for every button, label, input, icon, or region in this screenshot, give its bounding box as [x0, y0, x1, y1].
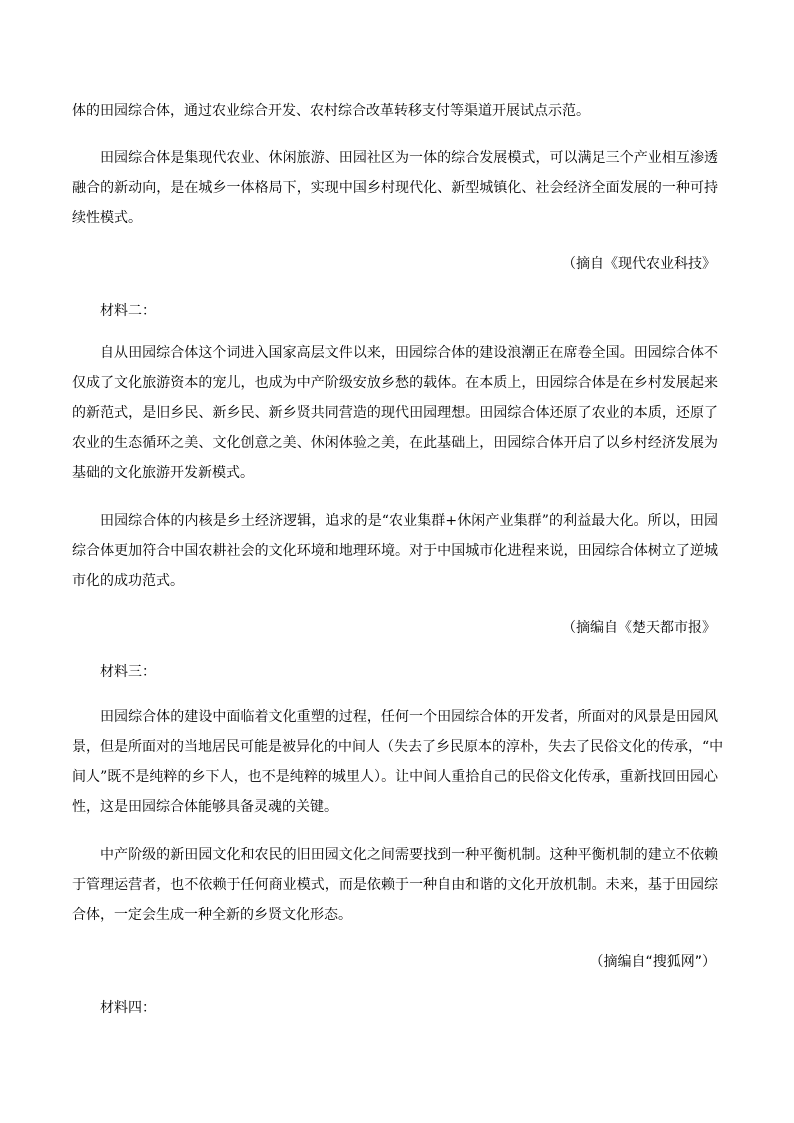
- paragraph-line: 合体，一定会生成一种全新的乡贤文化形态。: [72, 907, 352, 923]
- source-citation-3: （摘编自“搜狐网”）: [589, 954, 716, 970]
- paragraph-1: [72, 149, 718, 227]
- paragraph-2: [72, 344, 718, 482]
- paragraph-line: 于管理运营者，也不依赖于任何商业模式，而是依赖于一种自由和谐的文化开放机制。未来，基于田园综: [72, 877, 718, 893]
- paragraph-4: [72, 708, 724, 816]
- paragraph-line: 农业的生态循环之美、文化创意之美、休闲体验之美，在此基础上，田园综合体开启了以乡村经济发展为: [72, 435, 718, 451]
- paragraph-5: [72, 846, 718, 924]
- source-citation-1: （摘自《现代农业科技》: [562, 256, 716, 272]
- source-citation-2: （摘编自《楚天都市报》: [562, 620, 716, 636]
- paragraph-line: 田园综合体的建设中面临着文化重塑的过程，任何一个田园综合体的开发者，所面对的风景是田园风: [100, 709, 718, 725]
- material-3-heading: 材料三：: [100, 664, 156, 680]
- paragraph-line: 中产阶级的新田园文化和农民的旧田园文化之间需要找到一种平衡机制。这种平衡机制的建立不依赖: [100, 847, 718, 863]
- paragraph-line: 综合体更加符合中国农耕社会的文化环境和地理环境。对于中国城市化进程来说，田园综合体树立了逆城: [72, 543, 718, 559]
- material-4-heading: 材料四：: [100, 1000, 156, 1016]
- paragraph-line: 性，这是田园综合体能够具备灵魂的关键。: [72, 799, 338, 815]
- paragraph-3: [72, 512, 718, 590]
- material-2-heading: 材料二：: [100, 303, 156, 319]
- paragraph-line: 的新范式，是旧乡民、新乡民、新乡贤共同营造的现代田园理想。田园综合体还原了农业的本质，还原了: [72, 405, 718, 421]
- paragraph-line: 体的田园综合体，通过农业综合开发、农村综合改革转移支付等渠道开展试点示范。: [72, 103, 590, 119]
- paragraph-line: 融合的新动向，是在城乡一体格局下，实现中国乡村现代化、新型城镇化、社会经济全面发展的一种可持: [72, 180, 718, 196]
- paragraph-line: 田园综合体是集现代农业、休闲旅游、田园社区为一体的综合发展模式，可以满足三个产业相互渗透: [100, 150, 718, 166]
- paragraph-line: 市化的成功范式。: [72, 573, 184, 589]
- paragraph-line: 自从田园综合体这个词进入国家高层文件以来，田园综合体的建设浪潮正在席卷全国。田园综合体不: [100, 345, 718, 361]
- paragraph-line: 续性模式。: [72, 210, 142, 226]
- paragraph-line: 田园综合体的内核是乡土经济逻辑，追求的是“农业集群+休闲产业集群”的利益最大化。所以，田园: [100, 513, 718, 529]
- paragraph-line: 景，但是所面对的当地居民可能是被异化的中间人（失去了乡民原本的淳朴，失去了民俗文化的传承，“中: [72, 739, 724, 755]
- paragraph-line: 间人”既不是纯粹的乡下人，也不是纯粹的城里人）。让中间人重拾自己的民俗文化传承，重新找回田园心: [72, 769, 718, 785]
- intro-paragraph: [72, 102, 718, 120]
- paragraph-line: 仅成了文化旅游资本的宠儿，也成为中产阶级安放乡愁的载体。在本质上，田园综合体是在乡村发展起来: [72, 375, 718, 391]
- paragraph-line: 基础的文化旅游开发新模式。: [72, 465, 254, 481]
